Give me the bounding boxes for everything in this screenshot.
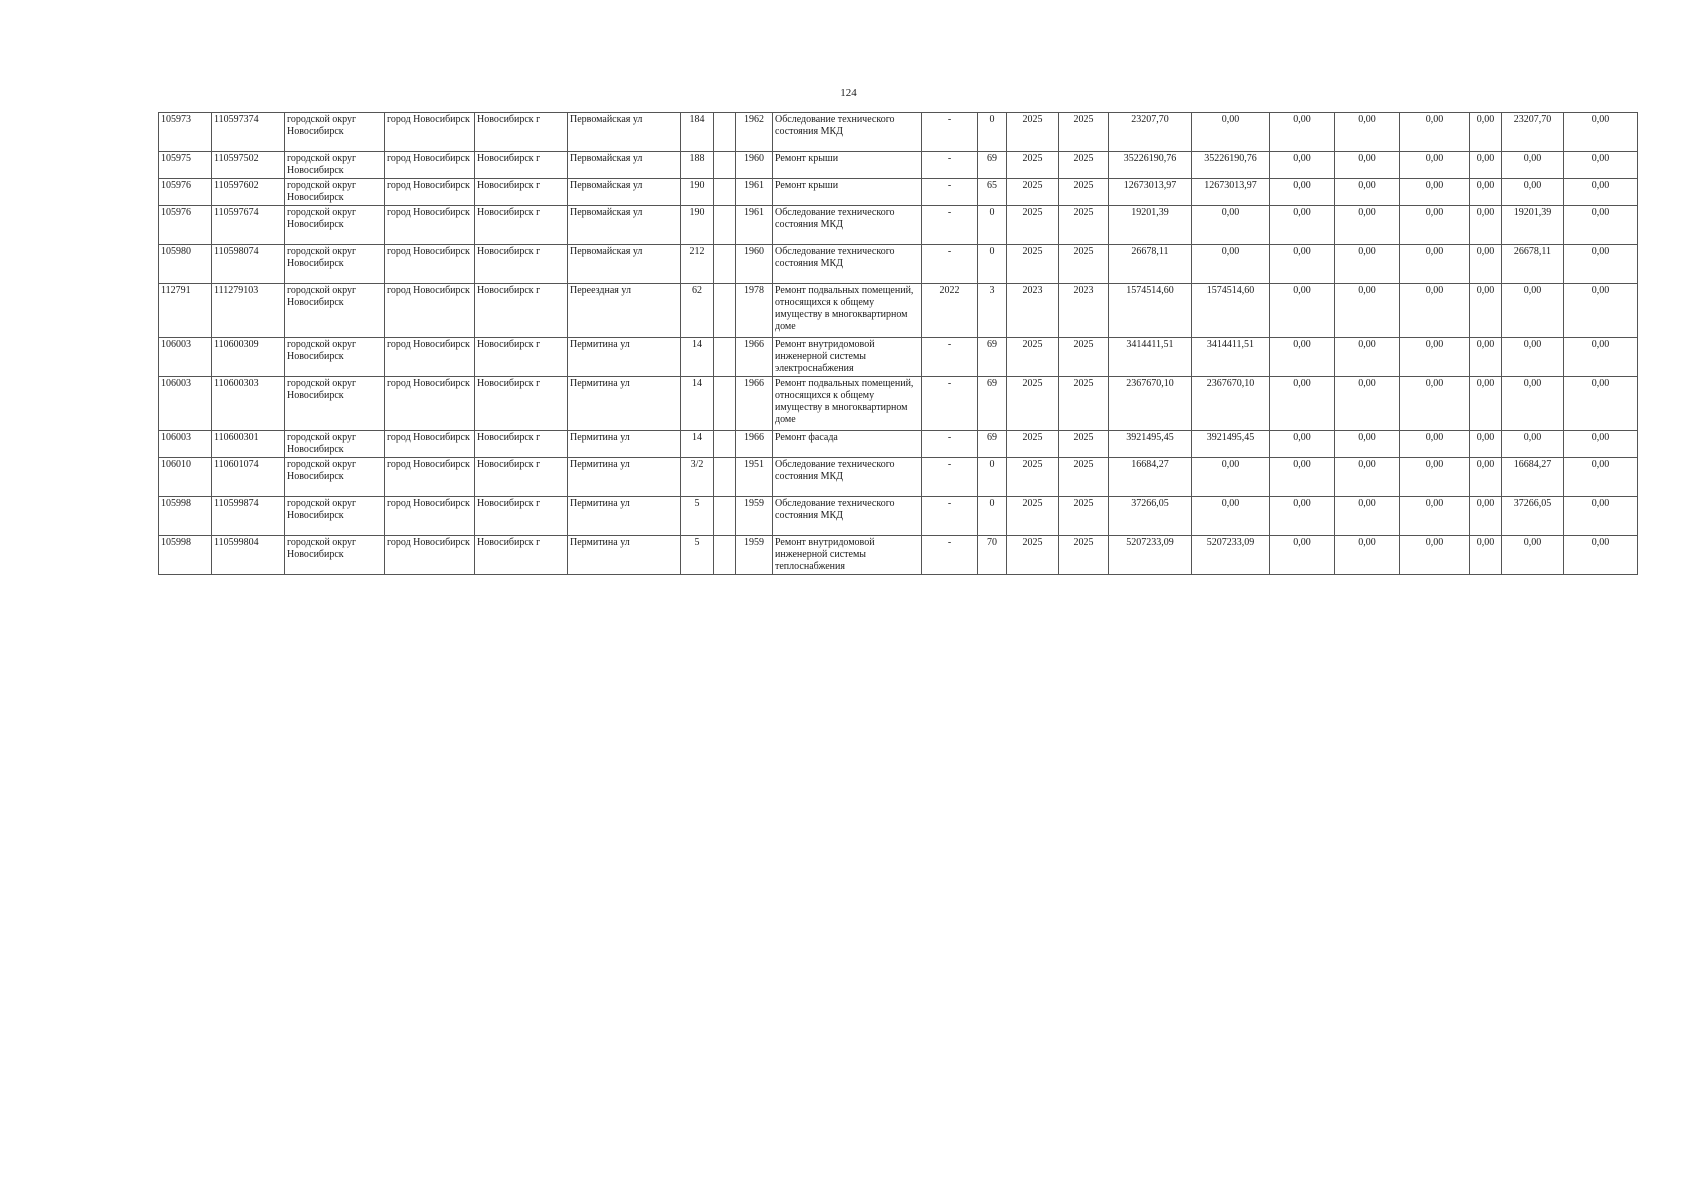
cell-city: Новосибирск г	[475, 152, 568, 179]
cell-cost-other: 0,00	[1470, 245, 1502, 284]
cell-total-cost: 3414411,51	[1109, 338, 1192, 377]
cell-municipal-district: городской округ Новосибирск	[285, 497, 385, 536]
cell-cost-regional: 0,00	[1335, 152, 1400, 179]
cell-building	[714, 179, 736, 206]
cell-build-year: 1959	[736, 536, 773, 575]
cell-last-repair-year: -	[922, 113, 978, 152]
cell-municipal-district: городской округ Новосибирск	[285, 206, 385, 245]
cell-municipal-district: городской округ Новосибирск	[285, 338, 385, 377]
cell-municipal-district: городской округ Новосибирск	[285, 113, 385, 152]
table-row	[159, 458, 1638, 497]
cell-wear-percent: 69	[978, 152, 1007, 179]
cell-work-id: 110597374	[212, 113, 285, 152]
cell-total-cost: 23207,70	[1109, 113, 1192, 152]
cell-object-id: 105998	[159, 536, 212, 575]
cell-cost-fund: 2367670,10	[1192, 377, 1270, 431]
cell-cost-regional: 0,00	[1335, 458, 1400, 497]
cell-plan-year-start: 2025	[1007, 338, 1059, 377]
cell-cost-owners: 0,00	[1502, 284, 1564, 338]
cell-build-year: 1966	[736, 338, 773, 377]
cell-cost-owners: 26678,11	[1502, 245, 1564, 284]
cell-building	[714, 113, 736, 152]
cell-build-year: 1959	[736, 497, 773, 536]
table-row	[159, 152, 1638, 179]
cell-work-id: 110597502	[212, 152, 285, 179]
table-row	[159, 179, 1638, 206]
table-row	[159, 431, 1638, 458]
cell-municipal-district: городской округ Новосибирск	[285, 179, 385, 206]
cell-building	[714, 245, 736, 284]
cell-total-cost: 3921495,45	[1109, 431, 1192, 458]
cell-street: Первомайская ул	[568, 179, 681, 206]
cell-house-number: 184	[681, 113, 714, 152]
cell-cost-fund: 0,00	[1192, 206, 1270, 245]
cell-last-repair-year: -	[922, 206, 978, 245]
cell-settlement: город Новосибирск	[385, 113, 475, 152]
cell-street: Пермитина ул	[568, 536, 681, 575]
cell-building	[714, 497, 736, 536]
register-body	[159, 113, 1638, 575]
cell-cost-federal: 0,00	[1270, 245, 1335, 284]
cell-cost-extra: 0,00	[1564, 179, 1638, 206]
cell-settlement: город Новосибирск	[385, 179, 475, 206]
cell-total-cost: 37266,05	[1109, 497, 1192, 536]
cell-city: Новосибирск г	[475, 536, 568, 575]
cell-cost-regional: 0,00	[1335, 206, 1400, 245]
cell-cost-regional: 0,00	[1335, 377, 1400, 431]
cell-house-number: 190	[681, 206, 714, 245]
cell-street: Пермитина ул	[568, 338, 681, 377]
cell-municipal-district: городской округ Новосибирск	[285, 431, 385, 458]
cell-cost-other: 0,00	[1470, 179, 1502, 206]
cell-cost-owners: 23207,70	[1502, 113, 1564, 152]
cell-work-type: Ремонт подвальных помещений, относящихся к общему имуществу в многоквартирном доме	[773, 284, 922, 338]
cell-street: Первомайская ул	[568, 206, 681, 245]
cell-street: Пермитина ул	[568, 458, 681, 497]
cell-cost-fund: 0,00	[1192, 113, 1270, 152]
cell-cost-fund: 35226190,76	[1192, 152, 1270, 179]
cell-street: Первомайская ул	[568, 245, 681, 284]
cell-cost-fund: 0,00	[1192, 497, 1270, 536]
cell-plan-year-start: 2025	[1007, 206, 1059, 245]
cell-city: Новосибирск г	[475, 284, 568, 338]
table-row	[159, 113, 1638, 152]
cell-wear-percent: 0	[978, 245, 1007, 284]
cell-building	[714, 338, 736, 377]
cell-cost-federal: 0,00	[1270, 284, 1335, 338]
cell-cost-extra: 0,00	[1564, 245, 1638, 284]
cell-work-type: Ремонт подвальных помещений, относящихся к общему имуществу в многоквартирном доме	[773, 377, 922, 431]
cell-building	[714, 377, 736, 431]
cell-last-repair-year: -	[922, 497, 978, 536]
cell-building	[714, 284, 736, 338]
page-number: 124	[840, 87, 857, 99]
cell-work-type: Ремонт крыши	[773, 179, 922, 206]
cell-building	[714, 431, 736, 458]
cell-total-cost: 12673013,97	[1109, 179, 1192, 206]
cell-cost-fund: 3414411,51	[1192, 338, 1270, 377]
cell-cost-owners: 16684,27	[1502, 458, 1564, 497]
cell-cost-regional: 0,00	[1335, 179, 1400, 206]
cell-settlement: город Новосибирск	[385, 431, 475, 458]
cell-last-repair-year: -	[922, 431, 978, 458]
cell-municipal-district: городской округ Новосибирск	[285, 377, 385, 431]
cell-cost-federal: 0,00	[1270, 338, 1335, 377]
cell-cost-regional: 0,00	[1335, 338, 1400, 377]
cell-plan-year-start: 2025	[1007, 377, 1059, 431]
cell-plan-year-end: 2025	[1059, 113, 1109, 152]
cell-cost-fund: 0,00	[1192, 458, 1270, 497]
cell-settlement: город Новосибирск	[385, 338, 475, 377]
cell-work-type: Ремонт фасада	[773, 431, 922, 458]
cell-cost-federal: 0,00	[1270, 152, 1335, 179]
cell-cost-extra: 0,00	[1564, 152, 1638, 179]
cell-build-year: 1961	[736, 179, 773, 206]
cell-cost-regional: 0,00	[1335, 113, 1400, 152]
cell-cost-extra: 0,00	[1564, 113, 1638, 152]
cell-house-number: 14	[681, 377, 714, 431]
cell-cost-local: 0,00	[1400, 377, 1470, 431]
cell-cost-owners: 0,00	[1502, 152, 1564, 179]
cell-cost-owners: 37266,05	[1502, 497, 1564, 536]
cell-build-year: 1962	[736, 113, 773, 152]
cell-cost-local: 0,00	[1400, 152, 1470, 179]
cell-work-id: 110601074	[212, 458, 285, 497]
cell-house-number: 188	[681, 152, 714, 179]
cell-plan-year-start: 2025	[1007, 497, 1059, 536]
cell-cost-regional: 0,00	[1335, 284, 1400, 338]
cell-settlement: город Новосибирск	[385, 377, 475, 431]
cell-last-repair-year: -	[922, 245, 978, 284]
table-row	[159, 338, 1638, 377]
cell-building	[714, 206, 736, 245]
cell-object-id: 105980	[159, 245, 212, 284]
cell-last-repair-year: 2022	[922, 284, 978, 338]
cell-object-id: 106003	[159, 431, 212, 458]
cell-last-repair-year: -	[922, 536, 978, 575]
cell-work-id: 110600303	[212, 377, 285, 431]
cell-cost-other: 0,00	[1470, 458, 1502, 497]
cell-build-year: 1951	[736, 458, 773, 497]
cell-cost-extra: 0,00	[1564, 377, 1638, 431]
cell-cost-fund: 1574514,60	[1192, 284, 1270, 338]
cell-municipal-district: городской округ Новосибирск	[285, 458, 385, 497]
cell-plan-year-end: 2025	[1059, 458, 1109, 497]
cell-plan-year-start: 2023	[1007, 284, 1059, 338]
cell-house-number: 14	[681, 338, 714, 377]
cell-cost-local: 0,00	[1400, 497, 1470, 536]
cell-plan-year-end: 2023	[1059, 284, 1109, 338]
cell-cost-fund: 12673013,97	[1192, 179, 1270, 206]
cell-city: Новосибирск г	[475, 113, 568, 152]
cell-build-year: 1960	[736, 152, 773, 179]
cell-plan-year-start: 2025	[1007, 152, 1059, 179]
cell-work-type: Обследование технического состояния МКД	[773, 458, 922, 497]
cell-settlement: город Новосибирск	[385, 497, 475, 536]
cell-total-cost: 35226190,76	[1109, 152, 1192, 179]
cell-work-type: Ремонт крыши	[773, 152, 922, 179]
cell-city: Новосибирск г	[475, 431, 568, 458]
cell-work-type: Обследование технического состояния МКД	[773, 206, 922, 245]
cell-wear-percent: 65	[978, 179, 1007, 206]
cell-cost-regional: 0,00	[1335, 431, 1400, 458]
cell-plan-year-start: 2025	[1007, 179, 1059, 206]
cell-street: Первомайская ул	[568, 113, 681, 152]
cell-last-repair-year: -	[922, 179, 978, 206]
cell-cost-extra: 0,00	[1564, 431, 1638, 458]
cell-plan-year-start: 2025	[1007, 245, 1059, 284]
cell-cost-federal: 0,00	[1270, 458, 1335, 497]
cell-wear-percent: 0	[978, 113, 1007, 152]
cell-cost-other: 0,00	[1470, 431, 1502, 458]
cell-municipal-district: городской округ Новосибирск	[285, 536, 385, 575]
cell-building	[714, 152, 736, 179]
cell-cost-owners: 0,00	[1502, 431, 1564, 458]
cell-wear-percent: 0	[978, 206, 1007, 245]
cell-cost-other: 0,00	[1470, 113, 1502, 152]
cell-city: Новосибирск г	[475, 338, 568, 377]
cell-municipal-district: городской округ Новосибирск	[285, 245, 385, 284]
cell-cost-other: 0,00	[1470, 497, 1502, 536]
cell-cost-owners: 0,00	[1502, 338, 1564, 377]
cell-build-year: 1960	[736, 245, 773, 284]
cell-cost-extra: 0,00	[1564, 458, 1638, 497]
cell-work-type: Обследование технического состояния МКД	[773, 113, 922, 152]
cell-build-year: 1978	[736, 284, 773, 338]
cell-work-type: Обследование технического состояния МКД	[773, 245, 922, 284]
cell-cost-fund: 3921495,45	[1192, 431, 1270, 458]
cell-last-repair-year: -	[922, 377, 978, 431]
cell-cost-local: 0,00	[1400, 284, 1470, 338]
cell-total-cost: 5207233,09	[1109, 536, 1192, 575]
cell-cost-fund: 0,00	[1192, 245, 1270, 284]
cell-object-id: 105973	[159, 113, 212, 152]
cell-settlement: город Новосибирск	[385, 536, 475, 575]
cell-wear-percent: 0	[978, 458, 1007, 497]
cell-cost-owners: 0,00	[1502, 377, 1564, 431]
cell-house-number: 14	[681, 431, 714, 458]
cell-object-id: 106010	[159, 458, 212, 497]
table-row	[159, 377, 1638, 431]
cell-cost-local: 0,00	[1400, 179, 1470, 206]
cell-cost-extra: 0,00	[1564, 338, 1638, 377]
cell-total-cost: 26678,11	[1109, 245, 1192, 284]
cell-object-id: 105976	[159, 206, 212, 245]
cell-plan-year-start: 2025	[1007, 536, 1059, 575]
cell-cost-owners: 0,00	[1502, 536, 1564, 575]
cell-cost-regional: 0,00	[1335, 245, 1400, 284]
cell-street: Пермитина ул	[568, 431, 681, 458]
cell-street: Пермитина ул	[568, 497, 681, 536]
cell-build-year: 1961	[736, 206, 773, 245]
cell-plan-year-end: 2025	[1059, 206, 1109, 245]
cell-house-number: 190	[681, 179, 714, 206]
cell-wear-percent: 69	[978, 377, 1007, 431]
cell-house-number: 212	[681, 245, 714, 284]
cell-wear-percent: 70	[978, 536, 1007, 575]
table-row	[159, 206, 1638, 245]
cell-cost-federal: 0,00	[1270, 536, 1335, 575]
cell-work-id: 110600301	[212, 431, 285, 458]
register-table	[158, 112, 1638, 575]
cell-cost-local: 0,00	[1400, 113, 1470, 152]
cell-total-cost: 1574514,60	[1109, 284, 1192, 338]
cell-street: Переездная ул	[568, 284, 681, 338]
cell-house-number: 62	[681, 284, 714, 338]
cell-cost-federal: 0,00	[1270, 497, 1335, 536]
cell-settlement: город Новосибирск	[385, 245, 475, 284]
cell-plan-year-end: 2025	[1059, 179, 1109, 206]
cell-cost-extra: 0,00	[1564, 497, 1638, 536]
cell-settlement: город Новосибирск	[385, 206, 475, 245]
cell-settlement: город Новосибирск	[385, 458, 475, 497]
cell-plan-year-end: 2025	[1059, 152, 1109, 179]
cell-object-id: 105975	[159, 152, 212, 179]
cell-cost-extra: 0,00	[1564, 206, 1638, 245]
cell-building	[714, 536, 736, 575]
cell-cost-local: 0,00	[1400, 431, 1470, 458]
cell-wear-percent: 69	[978, 338, 1007, 377]
cell-object-id: 112791	[159, 284, 212, 338]
cell-cost-regional: 0,00	[1335, 536, 1400, 575]
cell-object-id: 105998	[159, 497, 212, 536]
cell-plan-year-start: 2025	[1007, 458, 1059, 497]
cell-object-id: 105976	[159, 179, 212, 206]
cell-plan-year-start: 2025	[1007, 113, 1059, 152]
cell-total-cost: 2367670,10	[1109, 377, 1192, 431]
cell-plan-year-end: 2025	[1059, 338, 1109, 377]
cell-work-id: 110599804	[212, 536, 285, 575]
cell-building	[714, 458, 736, 497]
cell-plan-year-start: 2025	[1007, 431, 1059, 458]
cell-work-type: Ремонт внутридомовой инженерной системы теплоснабжения	[773, 536, 922, 575]
cell-wear-percent: 69	[978, 431, 1007, 458]
cell-cost-other: 0,00	[1470, 206, 1502, 245]
cell-work-id: 110597602	[212, 179, 285, 206]
cell-total-cost: 19201,39	[1109, 206, 1192, 245]
cell-cost-other: 0,00	[1470, 536, 1502, 575]
cell-municipal-district: городской округ Новосибирск	[285, 284, 385, 338]
cell-cost-other: 0,00	[1470, 338, 1502, 377]
cell-last-repair-year: -	[922, 458, 978, 497]
cell-cost-federal: 0,00	[1270, 113, 1335, 152]
cell-city: Новосибирск г	[475, 458, 568, 497]
cell-cost-owners: 0,00	[1502, 179, 1564, 206]
table-row	[159, 245, 1638, 284]
cell-settlement: город Новосибирск	[385, 152, 475, 179]
cell-house-number: 5	[681, 497, 714, 536]
cell-city: Новосибирск г	[475, 377, 568, 431]
cell-work-id: 110597674	[212, 206, 285, 245]
cell-work-id: 110600309	[212, 338, 285, 377]
cell-cost-extra: 0,00	[1564, 536, 1638, 575]
cell-object-id: 106003	[159, 377, 212, 431]
cell-house-number: 5	[681, 536, 714, 575]
cell-cost-other: 0,00	[1470, 152, 1502, 179]
cell-cost-local: 0,00	[1400, 458, 1470, 497]
cell-cost-local: 0,00	[1400, 338, 1470, 377]
cell-street: Первомайская ул	[568, 152, 681, 179]
cell-total-cost: 16684,27	[1109, 458, 1192, 497]
cell-work-type: Обследование технического состояния МКД	[773, 497, 922, 536]
cell-plan-year-end: 2025	[1059, 497, 1109, 536]
cell-wear-percent: 0	[978, 497, 1007, 536]
cell-cost-federal: 0,00	[1270, 206, 1335, 245]
cell-cost-local: 0,00	[1400, 536, 1470, 575]
cell-house-number: 3/2	[681, 458, 714, 497]
cell-city: Новосибирск г	[475, 497, 568, 536]
cell-cost-local: 0,00	[1400, 245, 1470, 284]
cell-cost-owners: 19201,39	[1502, 206, 1564, 245]
cell-last-repair-year: -	[922, 152, 978, 179]
cell-street: Пермитина ул	[568, 377, 681, 431]
cell-plan-year-end: 2025	[1059, 431, 1109, 458]
cell-wear-percent: 3	[978, 284, 1007, 338]
cell-cost-other: 0,00	[1470, 377, 1502, 431]
cell-city: Новосибирск г	[475, 179, 568, 206]
cell-plan-year-end: 2025	[1059, 377, 1109, 431]
cell-settlement: город Новосибирск	[385, 284, 475, 338]
cell-cost-fund: 5207233,09	[1192, 536, 1270, 575]
cell-last-repair-year: -	[922, 338, 978, 377]
cell-cost-other: 0,00	[1470, 284, 1502, 338]
cell-build-year: 1966	[736, 377, 773, 431]
table-row	[159, 497, 1638, 536]
cell-object-id: 106003	[159, 338, 212, 377]
cell-cost-federal: 0,00	[1270, 377, 1335, 431]
cell-cost-federal: 0,00	[1270, 431, 1335, 458]
cell-city: Новосибирск г	[475, 245, 568, 284]
cell-build-year: 1966	[736, 431, 773, 458]
cell-municipal-district: городской округ Новосибирск	[285, 152, 385, 179]
table-row	[159, 284, 1638, 338]
cell-work-id: 110598074	[212, 245, 285, 284]
cell-work-id: 111279103	[212, 284, 285, 338]
cell-cost-extra: 0,00	[1564, 284, 1638, 338]
cell-plan-year-end: 2025	[1059, 245, 1109, 284]
cell-cost-federal: 0,00	[1270, 179, 1335, 206]
cell-work-id: 110599874	[212, 497, 285, 536]
cell-plan-year-end: 2025	[1059, 536, 1109, 575]
cell-city: Новосибирск г	[475, 206, 568, 245]
cell-cost-regional: 0,00	[1335, 497, 1400, 536]
cell-work-type: Ремонт внутридомовой инженерной системы электроснабжения	[773, 338, 922, 377]
cell-cost-local: 0,00	[1400, 206, 1470, 245]
table-row	[159, 536, 1638, 575]
